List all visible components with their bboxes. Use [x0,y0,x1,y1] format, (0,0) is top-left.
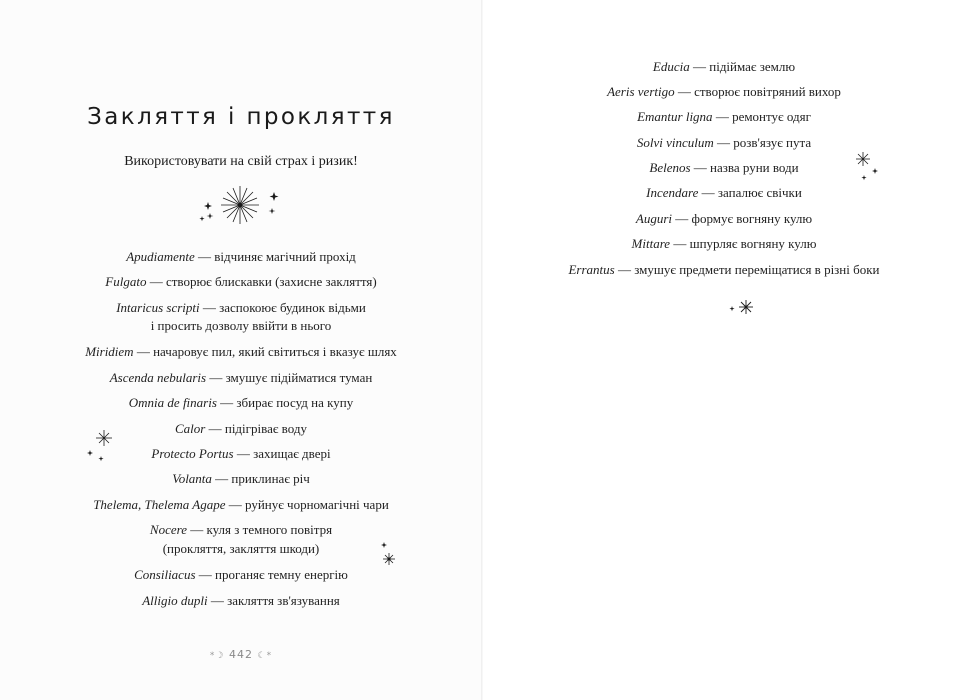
page-title: Закляття і прокляття [87,104,395,130]
spell-item: Intaricus scripti — заспокоює будинок відьми [116,300,366,315]
spell-item: Fulgato — створює блискавки (захисне закляття) [105,274,377,289]
spell-item: Calor — підігріває воду [175,421,307,436]
spell-item: Aeris vertigo — створює повітряний вихор [607,84,841,99]
spell-item: Apudiamente — відчиняє магічний прохід [126,249,356,264]
spell-item: Belenos — назва руни води [649,160,799,175]
spell-item: Volanta — приклинає річ [172,471,310,486]
spell-item: Auguri — формує вогняну кулю [635,211,813,226]
spell-item: Thelema, Thelema Agape — руйнує чорномагічні чари [93,497,389,512]
starburst-ornament-icon [198,180,288,230]
spell-item: Solvi vinculum — розв'язує пута [636,135,812,150]
sparkle-cluster-icon [82,428,118,464]
spell-item: Incendare — запалює свічки [646,185,802,200]
spell-item: Miridiem — начаровує пил, який світиться і вказує шлях [85,344,397,359]
page-subtitle: Використовувати на свій страх і ризик! [124,154,358,169]
left-page [0,0,482,700]
spell-item: Omnia de finaris — збирає посуд на купу [128,395,354,410]
spell-item: Ascenda nebularis — змушує підійматися туман [109,370,373,385]
spell-item-continuation: (прокляття, закляття шкоди) [162,541,320,556]
moon-star-left-icon: *☽ [209,651,225,661]
sparkle-pair-icon [727,298,757,318]
page-number-footer [0,648,482,661]
page-number: 442 [229,648,253,661]
sparkle-cluster-icon [853,150,885,186]
moon-star-right-icon: ☾* [257,651,273,661]
spell-item: Protecto Portus — захищає двері [151,446,331,461]
spell-item: Emantur ligna — ремонтує одяг [637,109,811,124]
sparkle-pair-icon [376,540,398,566]
right-page [483,0,965,700]
spell-item: Educia — підіймає землю [652,59,796,74]
spell-item-continuation: і просить дозволу ввійти в нього [150,318,332,333]
spell-item: Errantus — змушує предмети переміщатися в різні боки [568,262,880,277]
spell-item: Mittare — шпурляє вогняну кулю [631,236,817,251]
spell-item: Nocere — куля з темного повітря [149,522,333,537]
spell-item: Consiliacus — проганяє темну енергію [134,567,348,582]
spell-item: Alligio dupli — закляття зв'язування [142,593,340,608]
